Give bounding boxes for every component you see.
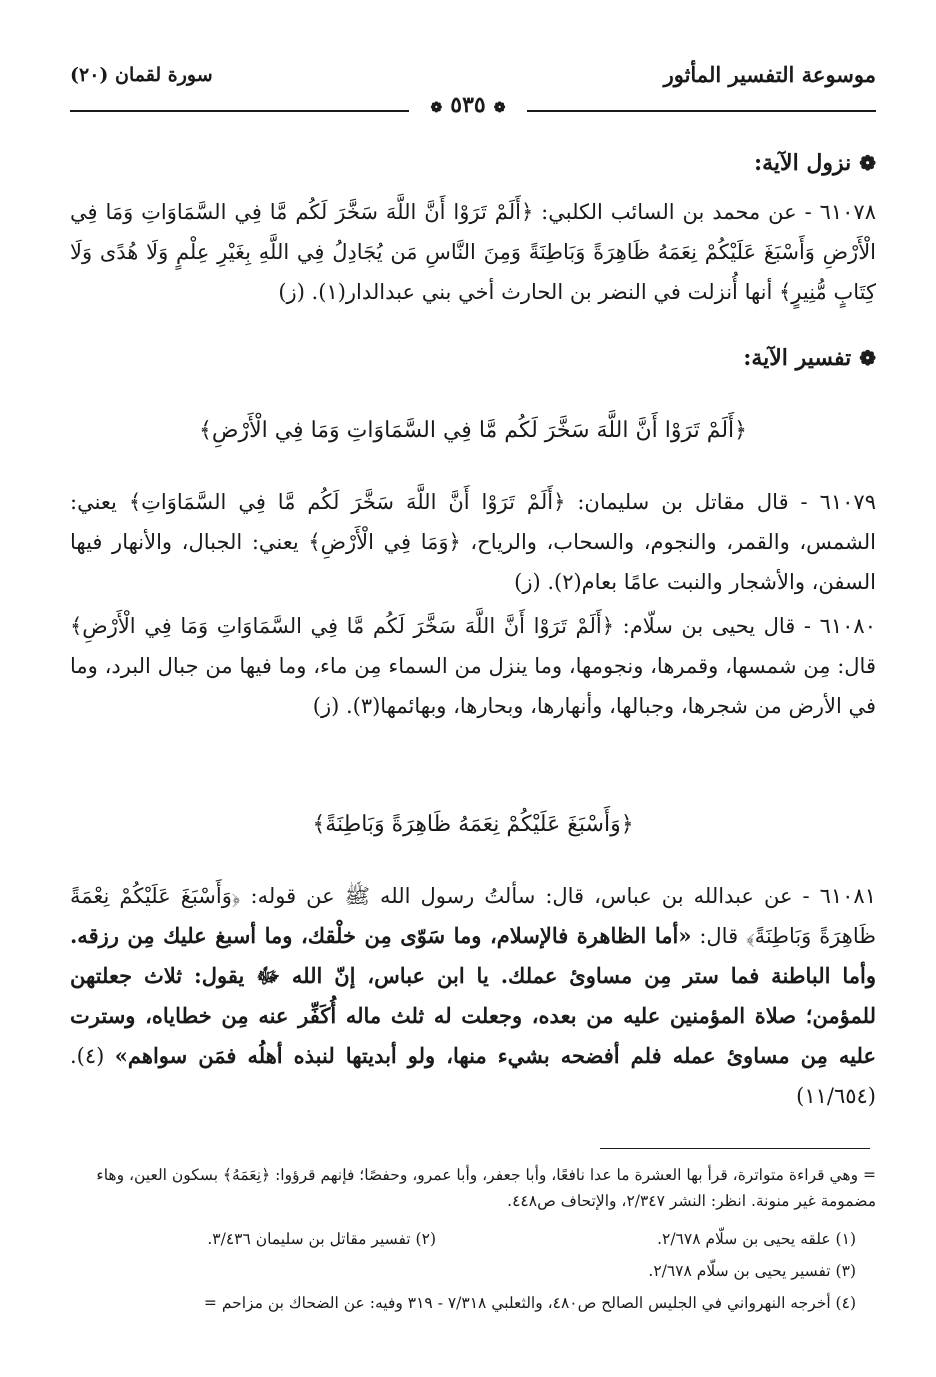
narration-61079: ٦١٠٧٩ - قال مقاتل بن سليمان: ﴿أَلَمْ تَرَوْا أَنَّ اللَّهَ سَخَّرَ لَكُم مَّا فِي السَّمَاوَاتِ﴾ يعني: الشمس، والقمر، والنجوم، والسحاب، والرياح، ﴿وَمَا فِي الْأَرْضِ﴾ يعني: الجبال، والأنهار فيها السفن، والأشجار والنبت عامًا بعام(٢). (ز) (70, 490, 876, 594)
section-title-nuzul (754, 150, 876, 176)
section-title-tafsir (743, 345, 876, 371)
section-title-text: نزول الآية: (754, 150, 852, 176)
ayah-heading-2: ﴿وَأَسْبَغَ عَلَيْكُمْ نِعَمَهُ ظَاهِرَةً وَبَاطِنَةً﴾ (312, 812, 634, 837)
narration-61081-ref: (٤). (١١/٦٥٤) (70, 1044, 876, 1108)
footnote-1: (١) علقه يحيى بن سلّام ٢/٦٧٨. (657, 1230, 856, 1248)
narration-61081-hadith: «أما الظاهرة فالإسلام، وما سَوّى مِن خلْقك، وما أسبغ عليك مِن رزقه. وأما الباطنة فما ستر مِن مساوئ عملك. يا ابن عباس، إنّ الله ﷻ يقول: ثلاث جعلتهن للمؤمن؛ صلاة المؤمنين عليه من بعده، وجعلت له ثلث ماله أُكَفِّر عنه مِن خطاياه، وسترت عليه مِن مساوئ عمله فلم أفضحه بشيء منها، ولو أبديتها لنبذه أهلُه فمَن سواهم» (70, 923, 876, 1068)
flower-icon: ❁ (859, 346, 876, 370)
book-title: موسوعة التفسير المأثور (663, 62, 876, 87)
flower-icon: ❁ (859, 151, 876, 175)
page-number-wrap (0, 92, 936, 118)
ayah-heading-1: ﴿أَلَمْ تَرَوْا أَنَّ اللَّهَ سَخَّرَ لَكُم مَّا فِي السَّمَاوَاتِ وَمَا فِي الْأَرْضِ﴾ (198, 418, 748, 443)
footnote-continued: = وهي قراءة متواترة، قرأ بها العشرة ما عدا نافعًا، وأبا جعفر، وأبا عمرو، وحفصًا؛ فإنهم قرؤوا: ﴿نِعَمَهُ﴾ بسكون العين، وهاء مضمومة غير منونة. انظر: النشر ٢/٣٤٧، والإتحاف ص٤٤٨. (96, 1166, 876, 1210)
narration-61081-intro: ٦١٠٨١ - عن عبدالله بن عباس، قال: سألتُ رسول الله ﷺ عن قوله: ﴿وَأَسْبَغَ عَلَيْكُمْ نِعْمَةً ظَاهِرَةً وَبَاطِنَةً﴾ قال: (70, 884, 876, 948)
footnote-row-1-2 (60, 1226, 856, 1252)
narration-61081 (70, 876, 876, 1116)
footnote-4: (٤) أخرجه النهرواني في الجليس الصالح ص٤٨٠، والثعلبي ٧/٣١٨ - ٣١٩ وفيه: عن الضحاك بن مزاحم = (203, 1294, 856, 1312)
ornament-icon: ❁ (493, 100, 506, 116)
ornament-icon: ❁ (430, 100, 443, 116)
surah-label: سورة لقمان (٢٠) (70, 64, 213, 86)
footnote-3: (٣) تفسير يحيى بن سلّام ٢/٦٧٨. (648, 1262, 856, 1280)
page-number (409, 92, 528, 118)
section-title-text: تفسير الآية: (743, 345, 852, 371)
page-number-text: ٥٣٥ (450, 92, 486, 118)
footnote-rule (600, 1148, 870, 1149)
narration-61080: ٦١٠٨٠ - قال يحيى بن سلّام: ﴿أَلَمْ تَرَوْا أَنَّ اللَّهَ سَخَّرَ لَكُم مَّا فِي السَّمَاوَاتِ وَمَا فِي الْأَرْضِ﴾ قال: مِن شمسها، وقمرها، ونجومها، وما ينزل من السماء مِن ماء، وما فيها من جبال البرد، وما في الأرض من شجرها، وجبالها، وأنهارها، وبحارها، وبهائمها(٣). (ز) (70, 614, 876, 718)
narration-61078: ٦١٠٧٨ - عن محمد بن السائب الكلبي: ﴿أَلَمْ تَرَوْا أَنَّ اللَّهَ سَخَّرَ لَكُم مَّا فِي السَّمَاوَاتِ وَمَا فِي الْأَرْضِ وَأَسْبَغَ عَلَيْكُمْ نِعَمَهُ ظَاهِرَةً وَبَاطِنَةً وَمِنَ النَّاسِ مَن يُجَادِلُ فِي اللَّهِ بِغَيْرِ عِلْمٍ وَلَا هُدًى وَلَا كِتَابٍ مُّنِيرٍ﴾ أنها أُنزلت في النضر بن الحارث أخي بني عبدالدار(١). (ز) (70, 200, 876, 304)
footnote-2: (٢) تفسير مقاتل بن سليمان ٣/٤٣٦. (207, 1230, 436, 1248)
